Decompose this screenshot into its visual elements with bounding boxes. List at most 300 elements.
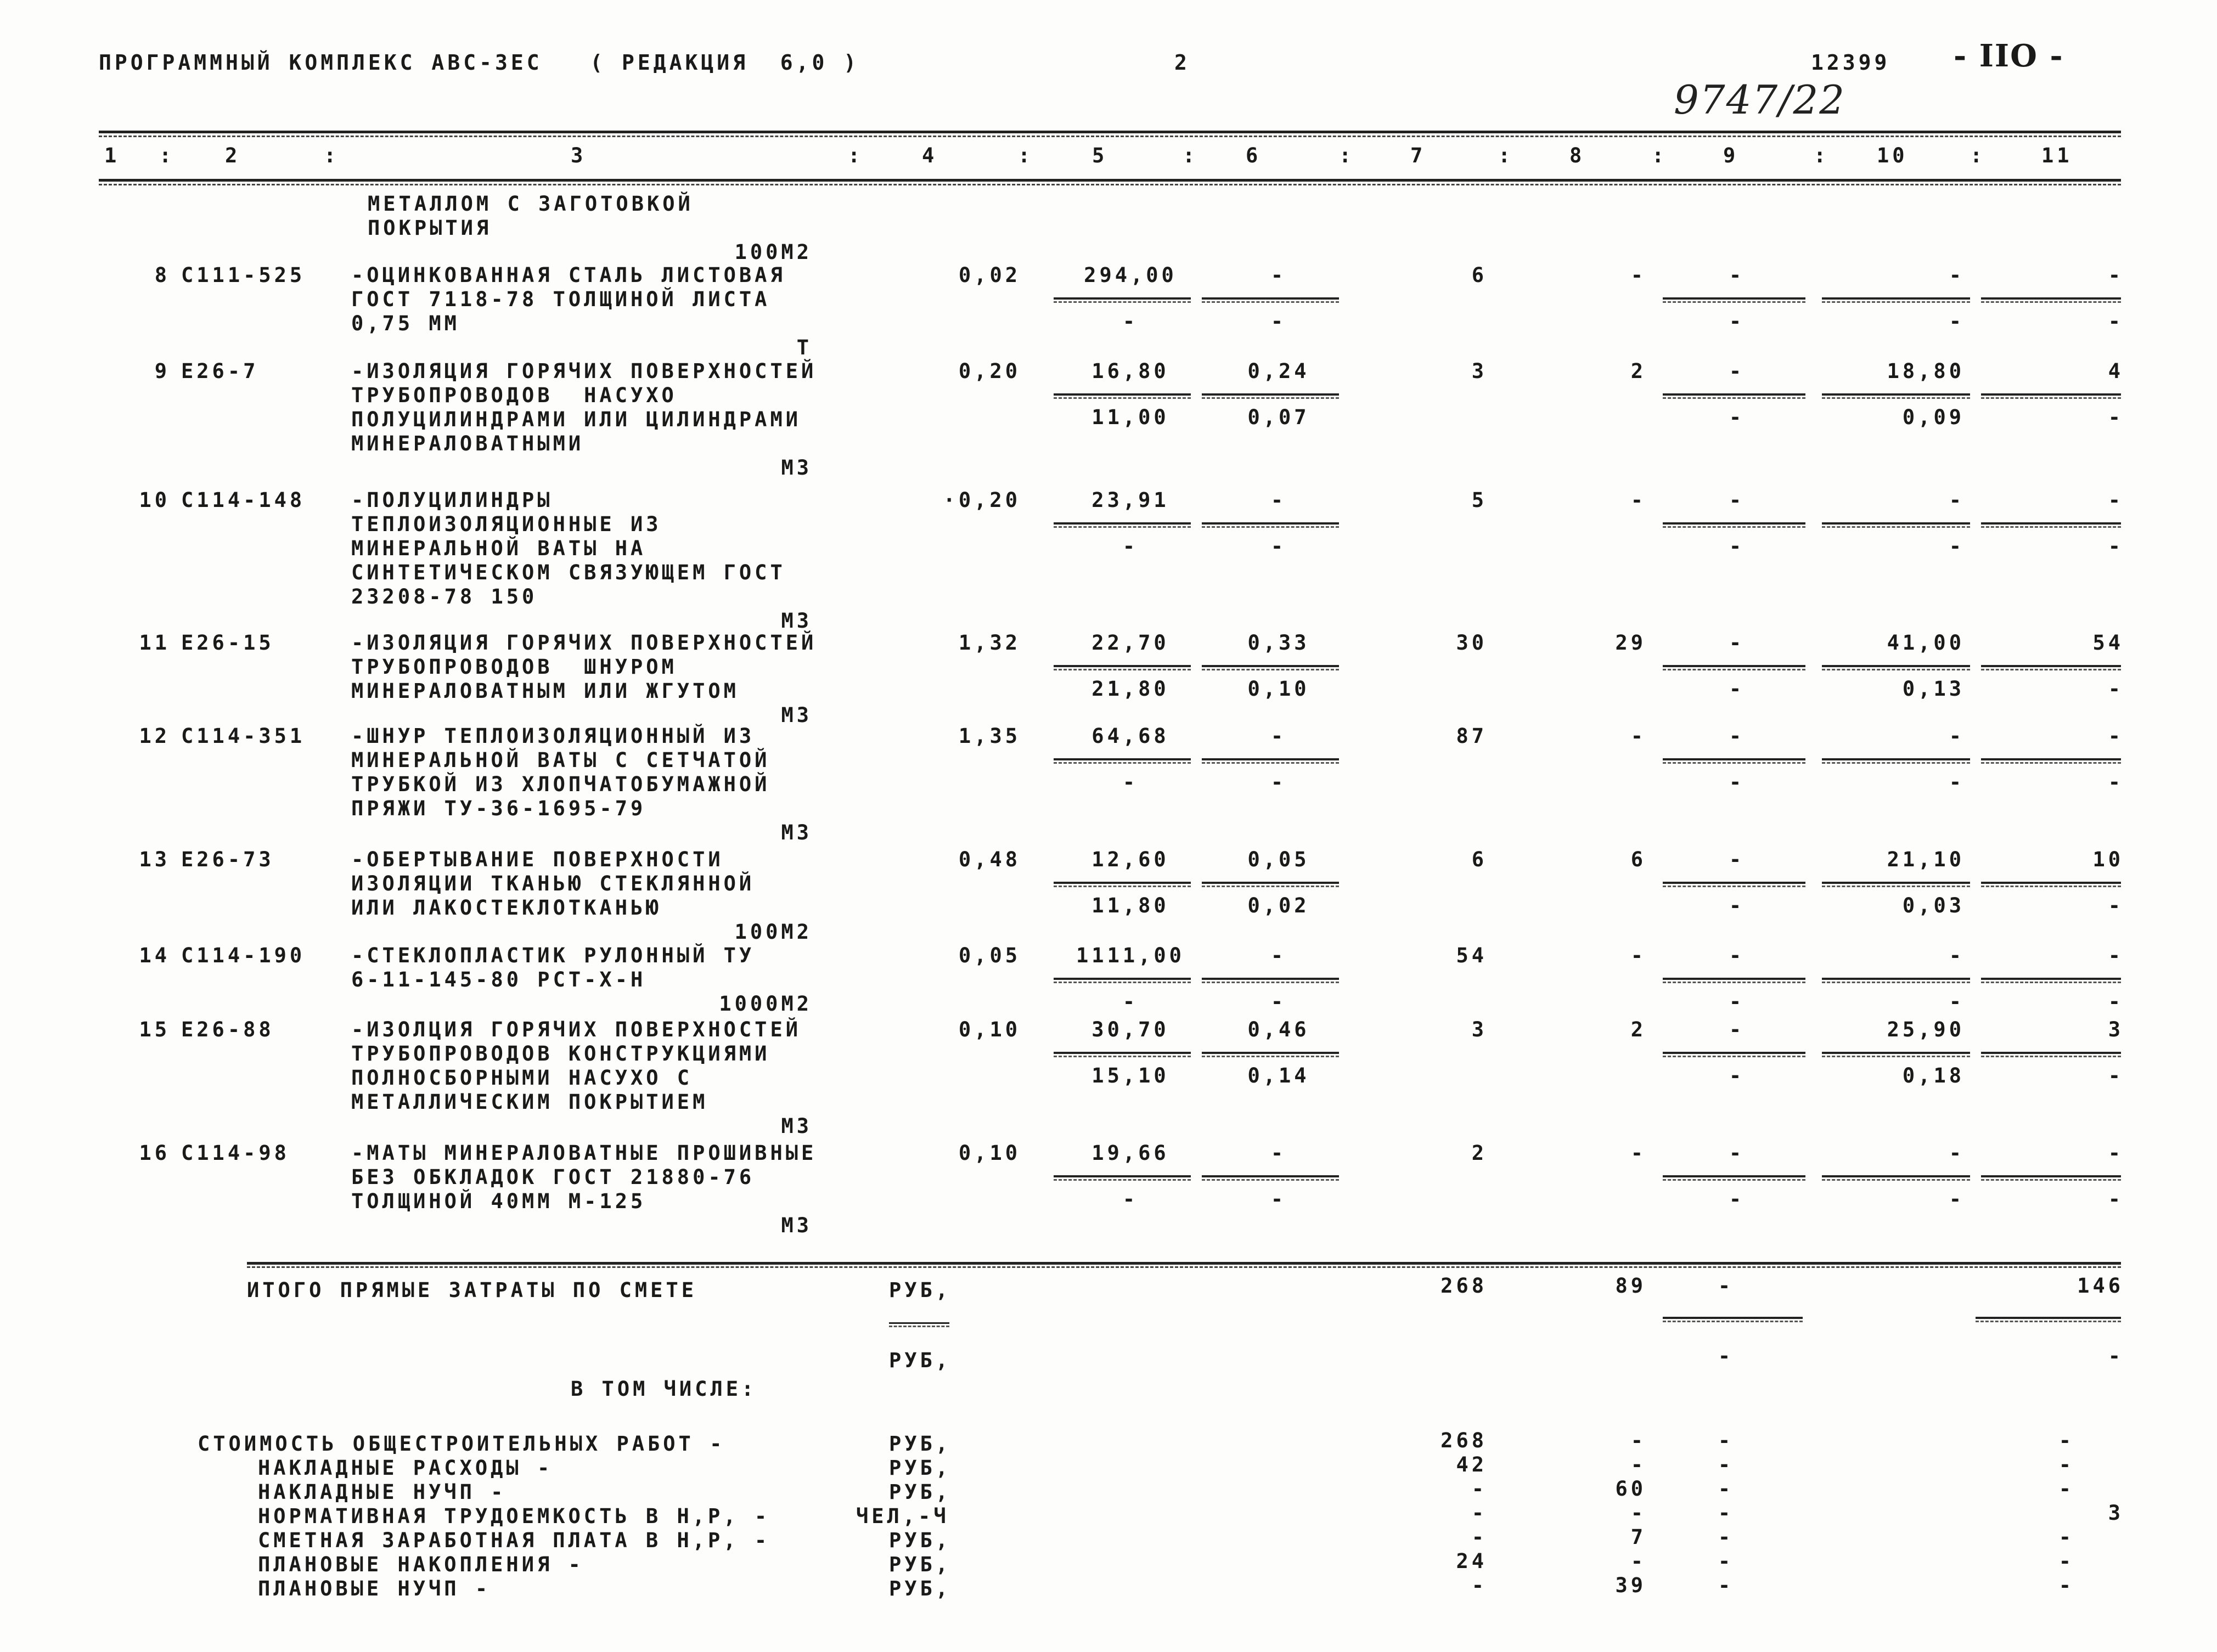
item-unit: 100М2 — [734, 920, 812, 944]
item-labor-per-unit: - — [1949, 263, 1965, 287]
item-c11-fraction-rule — [1981, 882, 2121, 884]
item-price-total: 294,00 — [1084, 263, 1177, 287]
item-c9-top: - — [1729, 848, 1745, 871]
item-c9-top: - — [1729, 944, 1745, 967]
totals-rule — [247, 1262, 2121, 1265]
item-price-wages: 11,80 — [1091, 894, 1169, 917]
item-machine-wages: 0,07 — [1247, 405, 1310, 429]
item-c11-bottom: - — [2108, 1187, 2124, 1211]
item-labor-per-unit: 41,00 — [1887, 631, 1965, 655]
item-labor-per-unit: 21,10 — [1887, 848, 1965, 871]
item-c9-bottom: - — [1729, 677, 1745, 701]
item-quantity: 1,32 — [958, 631, 1021, 655]
item-c11-fraction-rule — [1981, 297, 2121, 300]
item-price-wages: 11,00 — [1091, 405, 1169, 429]
item-description-line: -МАТЫ МИНЕРАЛОВАТНЫЕ ПРОШИВНЫЕ — [351, 1141, 817, 1165]
document-number: 12399 — [1811, 50, 1890, 75]
item-price-fraction-rule — [1054, 882, 1191, 884]
item-total-cost: 6 — [1471, 848, 1487, 871]
item-description-line: -ИЗОЛЦИЯ ГОРЯЧИХ ПОВЕРХНОСТЕЙ — [351, 1018, 802, 1041]
item-description-line: ТРУБОПРОВОДОВ ШНУРОМ — [351, 655, 677, 679]
item-price-total: 16,80 — [1091, 359, 1169, 383]
preamble-line-2: ПОКРЫТИЯ — [368, 216, 492, 240]
summary-c8: - — [1630, 1501, 1646, 1525]
totals-c11: 146 — [2077, 1274, 2124, 1298]
totals-c11-2: - — [2108, 1344, 2124, 1368]
column-header-1: 1 — [104, 144, 120, 167]
item-labor-total: - — [2108, 944, 2124, 967]
column-separator: : — [848, 144, 864, 167]
item-code: С111-525 — [181, 263, 306, 287]
item-machine-wages: - — [1270, 1187, 1287, 1211]
summary-unit: РУБ, — [889, 1432, 952, 1456]
item-machine-fraction-rule — [1202, 522, 1339, 525]
item-description-line: ТРУБОПРОВОДОВ КОНСТРУКЦИЯМИ — [351, 1042, 770, 1065]
column-header-3: 3 — [571, 144, 587, 167]
summary-c11: - — [2058, 1453, 2074, 1476]
item-c9-fraction-rule — [1663, 665, 1805, 667]
summary-unit: РУБ, — [889, 1480, 952, 1504]
item-unit: М3 — [781, 609, 812, 633]
item-labor-machine: 0,09 — [1902, 405, 1965, 429]
item-description-line: МИНЕРАЛОВАТНЫМИ — [351, 432, 584, 455]
item-c10-fraction-rule — [1822, 393, 1970, 396]
item-unit: 1000М2 — [719, 992, 812, 1016]
item-description-line: -ИЗОЛЯЦИЯ ГОРЯЧИХ ПОВЕРХНОСТЕЙ — [351, 359, 817, 383]
item-unit: Т — [796, 336, 812, 359]
column-separator: : — [1498, 144, 1514, 167]
item-description-line: БЕЗ ОБКЛАДОК ГОСТ 21880-76 — [351, 1165, 755, 1189]
item-quantity: ·0,20 — [943, 488, 1021, 512]
item-total-cost: 6 — [1471, 263, 1487, 287]
item-number: 16 — [139, 1141, 170, 1165]
item-total-wages: 2 — [1630, 359, 1646, 383]
summary-c7: - — [1471, 1477, 1487, 1501]
item-price-wages: - — [1122, 1187, 1139, 1211]
item-quantity: 0,10 — [958, 1018, 1021, 1041]
item-code: С114-98 — [181, 1141, 290, 1165]
item-c9-fraction-rule — [1663, 522, 1805, 525]
item-code: Е26-73 — [181, 848, 274, 871]
summary-c9: - — [1718, 1477, 1734, 1501]
summary-unit: РУБ, — [889, 1529, 952, 1552]
item-machine-fraction-rule — [1202, 978, 1339, 980]
summary-c11: - — [2058, 1525, 2074, 1549]
item-price-total: 30,70 — [1091, 1018, 1169, 1041]
summary-unit: РУБ, — [889, 1456, 952, 1480]
item-labor-per-unit: - — [1949, 488, 1965, 512]
item-total-cost: 87 — [1456, 724, 1487, 748]
item-description-line: ПРЯЖИ ТУ-36-1695-79 — [351, 797, 646, 820]
item-c11-fraction-rule — [1981, 758, 2121, 760]
item-c9-fraction-rule — [1663, 1052, 1805, 1054]
item-c9-bottom: - — [1729, 990, 1745, 1013]
item-quantity: 0,48 — [958, 848, 1021, 871]
column-separator: : — [1814, 144, 1830, 167]
column-header-4: 4 — [922, 144, 938, 167]
item-description-line: 23208-78 150 — [351, 585, 538, 608]
item-c11-fraction-rule — [1981, 1175, 2121, 1177]
item-c9-bottom: - — [1729, 309, 1745, 333]
item-c10-fraction-rule — [1822, 297, 1970, 300]
item-c9-bottom: - — [1729, 534, 1745, 558]
handwritten-number: 9747/22 — [1674, 77, 1846, 123]
item-number: 9 — [154, 359, 170, 383]
item-machine-fraction-rule — [1202, 393, 1339, 396]
item-quantity: 0,20 — [958, 359, 1021, 383]
item-total-cost: 3 — [1471, 1018, 1487, 1041]
item-total-wages: - — [1630, 1141, 1646, 1165]
summary-c8: - — [1630, 1549, 1646, 1573]
item-unit: М3 — [781, 703, 812, 727]
summary-c7: 24 — [1456, 1549, 1487, 1573]
column-separator: : — [1970, 144, 1986, 167]
item-c11-bottom: - — [2108, 894, 2124, 917]
totals-c8: 89 — [1615, 1274, 1646, 1298]
column-header-7: 7 — [1410, 144, 1426, 167]
totals-unit-rule — [889, 1322, 949, 1324]
totals-c9: - — [1718, 1274, 1734, 1298]
item-machine-cost: 0,05 — [1247, 848, 1310, 871]
item-total-wages: - — [1630, 488, 1646, 512]
item-labor-machine: 0,18 — [1902, 1064, 1965, 1087]
column-header-2: 2 — [225, 144, 241, 167]
column-separator: : — [1339, 144, 1355, 167]
item-quantity: 1,35 — [958, 724, 1021, 748]
item-c11-bottom: - — [2108, 770, 2124, 794]
item-machine-cost: 0,33 — [1247, 631, 1310, 655]
summary-c9: - — [1718, 1549, 1734, 1573]
item-labor-machine: 0,13 — [1902, 677, 1965, 701]
item-c9-top: - — [1729, 488, 1745, 512]
summary-c9: - — [1718, 1501, 1734, 1525]
header-bottom-rule — [99, 179, 2121, 182]
column-header-5: 5 — [1092, 144, 1108, 167]
item-labor-per-unit: 25,90 — [1887, 1018, 1965, 1041]
item-price-wages: - — [1122, 534, 1139, 558]
item-c9-bottom: - — [1729, 405, 1745, 429]
item-description-line: ИЗОЛЯЦИИ ТКАНЬЮ СТЕКЛЯННОЙ — [351, 872, 755, 895]
item-c9-top: - — [1729, 359, 1745, 383]
column-separator: : — [1018, 144, 1034, 167]
item-c10-fraction-rule — [1822, 1052, 1970, 1054]
item-c9-fraction-rule — [1663, 297, 1805, 300]
summary-label: ПЛАНОВЫЕ НАКОПЛЕНИЯ - — [258, 1553, 584, 1576]
item-description-line: 6-11-145-80 РСТ-Х-Н — [351, 968, 646, 991]
item-quantity: 0,02 — [958, 263, 1021, 287]
totals-label: ИТОГО ПРЯМЫЕ ЗАТРАТЫ ПО СМЕТЕ — [247, 1278, 697, 1302]
item-c10-fraction-rule — [1822, 758, 1970, 760]
item-labor-total: 4 — [2108, 359, 2124, 383]
item-quantity: 0,10 — [958, 1141, 1021, 1165]
item-description-line: 0,75 ММ — [351, 312, 460, 335]
item-c9-fraction-rule — [1663, 758, 1805, 760]
item-price-wages: - — [1122, 770, 1139, 794]
item-c11-fraction-rule — [1981, 522, 2121, 525]
item-machine-wages: 0,14 — [1247, 1064, 1310, 1087]
item-c10-fraction-rule — [1822, 1175, 1970, 1177]
item-description-line: -ОБЕРТЫВАНИЕ ПОВЕРХНОСТИ — [351, 848, 724, 871]
item-number: 15 — [139, 1018, 170, 1041]
summary-label: СТОИМОСТЬ ОБЩЕСТРОИТЕЛЬНЫХ РАБОТ - — [198, 1432, 725, 1456]
totals-c9-fraction-rule — [1663, 1317, 1803, 1319]
item-labor-total: - — [2108, 263, 2124, 287]
summary-c11-extra: 3 — [2108, 1501, 2124, 1525]
item-c11-bottom: - — [2108, 309, 2124, 333]
item-price-fraction-rule — [1054, 978, 1191, 980]
item-unit: М3 — [781, 1114, 812, 1138]
item-description-line: -ШНУР ТЕПЛОИЗОЛЯЦИОННЫЙ ИЗ — [351, 724, 755, 748]
item-c9-top: - — [1729, 724, 1745, 748]
item-machine-cost: 0,46 — [1247, 1018, 1310, 1041]
item-description-line: ТОЛЩИНОЙ 40ММ М-125 — [351, 1189, 646, 1213]
item-description-line: ТРУБКОЙ ИЗ ХЛОПЧАТОБУМАЖНОЙ — [351, 773, 770, 796]
summary-c8: - — [1630, 1429, 1646, 1452]
item-number: 11 — [139, 631, 170, 655]
summary-c9: - — [1718, 1574, 1734, 1597]
item-labor-total: 3 — [2108, 1018, 2124, 1041]
item-total-wages: - — [1630, 944, 1646, 967]
item-machine-wages: - — [1270, 534, 1287, 558]
item-c9-top: - — [1729, 1018, 1745, 1041]
item-c9-top: - — [1729, 631, 1745, 655]
item-machine-wages: - — [1270, 990, 1287, 1013]
item-machine-wages: - — [1270, 309, 1287, 333]
summary-c8: 7 — [1630, 1525, 1646, 1549]
item-c9-fraction-rule — [1663, 1175, 1805, 1177]
item-price-fraction-rule — [1054, 297, 1191, 300]
item-labor-machine: - — [1949, 1187, 1965, 1211]
item-c11-bottom: - — [2108, 677, 2124, 701]
page-number: 2 — [1174, 50, 1190, 75]
item-description-line: -ПОЛУЦИЛИНДРЫ — [351, 488, 553, 512]
item-code: С114-190 — [181, 944, 306, 967]
totals-unit: РУБ, — [889, 1278, 952, 1302]
item-labor-total: 54 — [2092, 631, 2124, 655]
summary-c11: - — [2058, 1429, 2074, 1452]
item-machine-wages: 0,02 — [1247, 894, 1310, 917]
item-description-line: ПОЛУЦИЛИНДРАМИ ИЛИ ЦИЛИНДРАМИ — [351, 408, 802, 431]
item-price-total: 22,70 — [1091, 631, 1169, 655]
column-header-8: 8 — [1569, 144, 1585, 167]
item-c10-fraction-rule — [1822, 665, 1970, 667]
summary-c7: - — [1471, 1574, 1487, 1597]
item-labor-machine: - — [1949, 990, 1965, 1013]
summary-label: НОРМАТИВНАЯ ТРУДОЕМКОСТЬ В Н,Р, - — [258, 1504, 770, 1528]
column-separator: : — [1652, 144, 1668, 167]
item-total-wages: - — [1630, 724, 1646, 748]
item-description-line: ТРУБОПРОВОДОВ НАСУХО — [351, 384, 677, 407]
item-labor-total: - — [2108, 488, 2124, 512]
item-c11-bottom: - — [2108, 990, 2124, 1013]
item-labor-per-unit: - — [1949, 944, 1965, 967]
summary-c7: 268 — [1441, 1429, 1487, 1452]
summary-label: НАКЛАДНЫЕ НУЧП - — [258, 1480, 507, 1504]
item-machine-cost: - — [1270, 1141, 1287, 1165]
item-machine-fraction-rule — [1202, 665, 1339, 667]
item-number: 14 — [139, 944, 170, 967]
item-description-line: -ОЦИНКОВАННАЯ СТАЛЬ ЛИСТОВАЯ — [351, 263, 786, 287]
item-total-cost: 30 — [1456, 631, 1487, 655]
item-total-cost: 3 — [1471, 359, 1487, 383]
item-machine-fraction-rule — [1202, 1175, 1339, 1177]
item-description-line: ПОЛНОСБОРНЫМИ НАСУХО С — [351, 1066, 693, 1090]
item-price-fraction-rule — [1054, 1175, 1191, 1177]
item-quantity: 0,05 — [958, 944, 1021, 967]
column-header-11: 11 — [2041, 144, 2073, 167]
item-price-total: 12,60 — [1091, 848, 1169, 871]
summary-c7: - — [1471, 1501, 1487, 1525]
item-description-line: ИЛИ ЛАКОСТЕКЛОТКАНЬЮ — [351, 896, 662, 920]
summary-c11: - — [2058, 1549, 2074, 1573]
summary-c11: - — [2058, 1477, 2074, 1501]
item-labor-total: 10 — [2092, 848, 2124, 871]
summary-unit: РУБ, — [889, 1577, 952, 1600]
item-unit: М3 — [781, 821, 812, 844]
summary-c8: 39 — [1615, 1574, 1646, 1597]
item-c9-fraction-rule — [1663, 978, 1805, 980]
summary-label: НАКЛАДНЫЕ РАСХОДЫ - — [258, 1456, 553, 1480]
item-price-total: 23,91 — [1091, 488, 1169, 512]
item-price-wages: 15,10 — [1091, 1064, 1169, 1087]
item-description-line: СИНТЕТИЧЕСКОМ СВЯЗУЮЩЕМ ГОСТ — [351, 561, 786, 584]
item-c11-bottom: - — [2108, 1064, 2124, 1087]
item-machine-cost: 0,24 — [1247, 359, 1310, 383]
item-description-line: -ИЗОЛЯЦИЯ ГОРЯЧИХ ПОВЕРХНОСТЕЙ — [351, 631, 817, 655]
item-price-wages: - — [1122, 309, 1139, 333]
summary-unit: ЧЕЛ,-Ч — [856, 1504, 949, 1528]
summary-c7: - — [1471, 1525, 1487, 1549]
item-number: 13 — [139, 848, 170, 871]
item-price-wages: - — [1122, 990, 1139, 1013]
totals-c7: 268 — [1441, 1274, 1487, 1298]
item-labor-machine: 0,03 — [1902, 894, 1965, 917]
item-description-line: МИНЕРАЛЬНОЙ ВАТЫ С СЕТЧАТОЙ — [351, 748, 770, 772]
item-machine-cost: - — [1270, 724, 1287, 748]
item-c11-fraction-rule — [1981, 978, 2121, 980]
item-machine-wages: - — [1270, 770, 1287, 794]
item-labor-machine: - — [1949, 770, 1965, 794]
summary-c11: - — [2058, 1574, 2074, 1597]
item-c11-fraction-rule — [1981, 393, 2121, 396]
item-labor-per-unit: - — [1949, 724, 1965, 748]
item-total-wages: 29 — [1615, 631, 1646, 655]
column-separator: : — [1183, 144, 1198, 167]
totals-c11-fraction-rule — [1976, 1317, 2121, 1319]
preamble-unit: 100М2 — [734, 240, 812, 264]
summary-label: СМЕТНАЯ ЗАРАБОТНАЯ ПЛАТА В Н,Р, - — [258, 1529, 770, 1552]
item-c11-bottom: - — [2108, 405, 2124, 429]
item-description-line: МИНЕРАЛОВАТНЫМ ИЛИ ЖГУТОМ — [351, 679, 739, 703]
item-c11-fraction-rule — [1981, 1052, 2121, 1054]
item-price-fraction-rule — [1054, 393, 1191, 396]
item-code: С114-148 — [181, 488, 306, 512]
item-price-total: 19,66 — [1091, 1141, 1169, 1165]
item-description-line: ГОСТ 7118-78 ТОЛЩИНОЙ ЛИСТА — [351, 287, 770, 311]
item-total-wages: 6 — [1630, 848, 1646, 871]
item-machine-cost: - — [1270, 263, 1287, 287]
item-number: 8 — [154, 263, 170, 287]
summary-c9: - — [1718, 1525, 1734, 1549]
item-total-cost: 5 — [1471, 488, 1487, 512]
totals-rule-dash — [247, 1266, 2121, 1268]
item-unit: М3 — [781, 1214, 812, 1237]
item-c9-bottom: - — [1729, 1064, 1745, 1087]
column-header-6: 6 — [1246, 144, 1262, 167]
item-c9-fraction-rule — [1663, 882, 1805, 884]
item-description-line: МИНЕРАЛЬНОЙ ВАТЫ НА — [351, 537, 646, 560]
summary-c7: 42 — [1456, 1453, 1487, 1476]
item-total-cost: 54 — [1456, 944, 1487, 967]
item-c9-top: - — [1729, 263, 1745, 287]
column-separator: : — [324, 144, 340, 167]
item-c11-fraction-rule — [1981, 665, 2121, 667]
item-description-line: -СТЕКЛОПЛАСТИК РУЛОННЫЙ ТУ — [351, 944, 755, 967]
summary-c9: - — [1718, 1453, 1734, 1476]
item-c10-fraction-rule — [1822, 978, 1970, 980]
item-labor-machine: - — [1949, 534, 1965, 558]
column-separator: : — [159, 144, 175, 167]
summary-unit: РУБ, — [889, 1553, 952, 1576]
item-labor-total: - — [2108, 724, 2124, 748]
sheet-number: - IIO - — [1954, 38, 2064, 74]
item-description-line: ТЕПЛОИЗОЛЯЦИОННЫЕ ИЗ — [351, 512, 662, 536]
summary-label: ПЛАНОВЫЕ НУЧП - — [258, 1577, 491, 1600]
item-c9-bottom: - — [1729, 770, 1745, 794]
summary-c8: - — [1630, 1453, 1646, 1476]
item-c10-fraction-rule — [1822, 522, 1970, 525]
item-price-wages: 21,80 — [1091, 677, 1169, 701]
item-code: Е26-88 — [181, 1018, 274, 1041]
item-number: 10 — [139, 488, 170, 512]
item-code: С114-351 — [181, 724, 306, 748]
item-code: Е26-15 — [181, 631, 274, 655]
totals-unit-2: РУБ, — [889, 1349, 952, 1372]
column-header-9: 9 — [1723, 144, 1739, 167]
item-total-wages: - — [1630, 263, 1646, 287]
summary-c8: 60 — [1615, 1477, 1646, 1501]
item-machine-cost: - — [1270, 944, 1287, 967]
summary-c9: - — [1718, 1429, 1734, 1452]
item-price-fraction-rule — [1054, 665, 1191, 667]
item-number: 12 — [139, 724, 170, 748]
item-c9-bottom: - — [1729, 894, 1745, 917]
item-unit: М3 — [781, 456, 812, 480]
item-labor-machine: - — [1949, 309, 1965, 333]
item-code: Е26-7 — [181, 359, 259, 383]
item-c10-fraction-rule — [1822, 882, 1970, 884]
item-total-wages: 2 — [1630, 1018, 1646, 1041]
item-c9-top: - — [1729, 1141, 1745, 1165]
in-that-number-label: В ТОМ ЧИСЛЕ: — [571, 1377, 757, 1401]
item-price-total: 1111,00 — [1076, 944, 1185, 967]
item-machine-cost: - — [1270, 488, 1287, 512]
header-top-rule — [99, 131, 2121, 133]
item-machine-fraction-rule — [1202, 1052, 1339, 1054]
item-price-fraction-rule — [1054, 758, 1191, 760]
item-price-total: 64,68 — [1091, 724, 1169, 748]
item-price-fraction-rule — [1054, 522, 1191, 525]
item-total-cost: 2 — [1471, 1141, 1487, 1165]
totals-c9-2: - — [1718, 1344, 1734, 1368]
item-price-fraction-rule — [1054, 1052, 1191, 1054]
item-labor-per-unit: - — [1949, 1141, 1965, 1165]
item-machine-fraction-rule — [1202, 758, 1339, 760]
item-labor-per-unit: 18,80 — [1887, 359, 1965, 383]
preamble-line-1: МЕТАЛЛОМ С ЗАГОТОВКОЙ — [368, 192, 694, 216]
item-description-line: МЕТАЛЛИЧЕСКИМ ПОКРЫТИЕМ — [351, 1090, 708, 1114]
header-bottom-rule-dash — [99, 184, 2121, 185]
